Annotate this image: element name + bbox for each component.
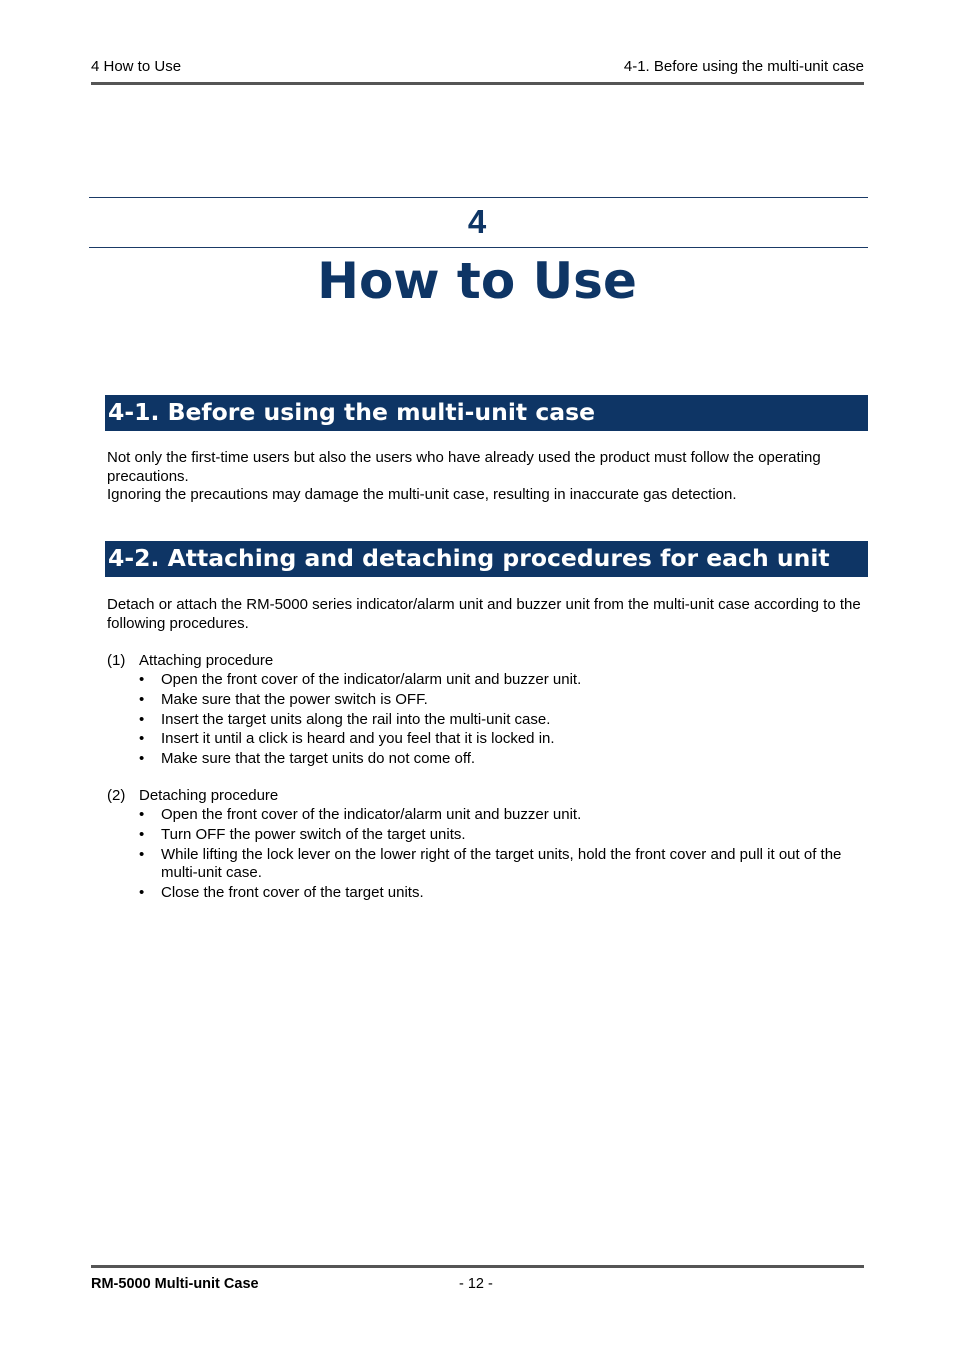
header-rule	[91, 82, 864, 85]
step-text: Close the front cover of the target units.	[161, 883, 424, 901]
procedure-heading	[107, 787, 278, 806]
procedure-title: Attaching procedure	[139, 652, 274, 669]
step-text: Make sure that the power switch is OFF.	[161, 690, 428, 708]
procedure-title: Detaching procedure	[139, 787, 279, 804]
section-title: 4-1. Before using the multi-unit case	[108, 398, 596, 426]
running-header-section: 4-1. Before using the multi-unit case	[623, 58, 864, 75]
paragraph: Detach or attach the RM-5000 series indicator/alarm unit and buzzer unit from the multi-unit case according to the following procedures.	[107, 596, 861, 632]
section-title: 4-2. Attaching and detaching procedures for each unit	[108, 544, 830, 572]
list-item	[139, 845, 869, 883]
bullet: •	[139, 671, 145, 688]
chapter-title: How to Use	[317, 252, 637, 310]
step-text: Insert it until a click is heard and you feel that it is locked in.	[161, 730, 555, 748]
step-text: Insert the target units along the rail into the multi-unit case.	[161, 710, 551, 728]
step-list	[139, 671, 869, 770]
list-item	[139, 671, 869, 690]
procedure-heading	[107, 652, 273, 671]
list-item	[139, 690, 869, 710]
procedure-number: (2)	[107, 787, 126, 804]
bullet: •	[139, 806, 145, 823]
paragraph: Ignoring the precautions may damage the multi-unit case, resulting in inaccurate gas detection.	[107, 486, 737, 503]
section-heading-bar	[105, 395, 868, 431]
list-item	[139, 730, 869, 749]
step-text: Turn OFF the power switch of the target units.	[161, 825, 466, 843]
step-text: Open the front cover of the indicator/alarm unit and buzzer unit.	[161, 806, 582, 823]
step-text: Make sure that the target units do not come off.	[161, 750, 476, 768]
bullet: •	[139, 845, 145, 863]
step-text: While lifting the lock lever on the lower right of the target units, hold the front cover and pull it out of the multi-unit case.	[161, 845, 842, 882]
bullet: •	[139, 883, 145, 901]
paragraph: Not only the first-time users but also the users who have already used the product must follow the operating precautions.	[107, 449, 821, 485]
list-item	[139, 806, 869, 825]
footer-product-name: RM-5000 Multi-unit Case	[91, 1276, 259, 1292]
bullet: •	[139, 710, 145, 728]
chapter-number: 4	[467, 203, 487, 240]
bullet: •	[139, 730, 145, 748]
chapter-top-line	[89, 197, 868, 198]
footer-rule	[91, 1265, 864, 1268]
bullet: •	[139, 750, 145, 768]
procedure-number: (1)	[107, 652, 126, 669]
step-text: Open the front cover of the indicator/alarm unit and buzzer unit.	[161, 671, 582, 688]
section-heading-bar	[105, 541, 868, 577]
running-header-chapter: 4 How to Use	[91, 58, 182, 75]
page-number: - 12 -	[459, 1276, 493, 1292]
list-item	[139, 750, 869, 769]
bullet: •	[139, 690, 145, 708]
bullet: •	[139, 825, 145, 843]
list-item	[139, 710, 869, 730]
step-list	[139, 806, 869, 904]
list-item	[139, 825, 869, 845]
list-item	[139, 883, 869, 903]
chapter-bottom-line	[89, 247, 868, 248]
